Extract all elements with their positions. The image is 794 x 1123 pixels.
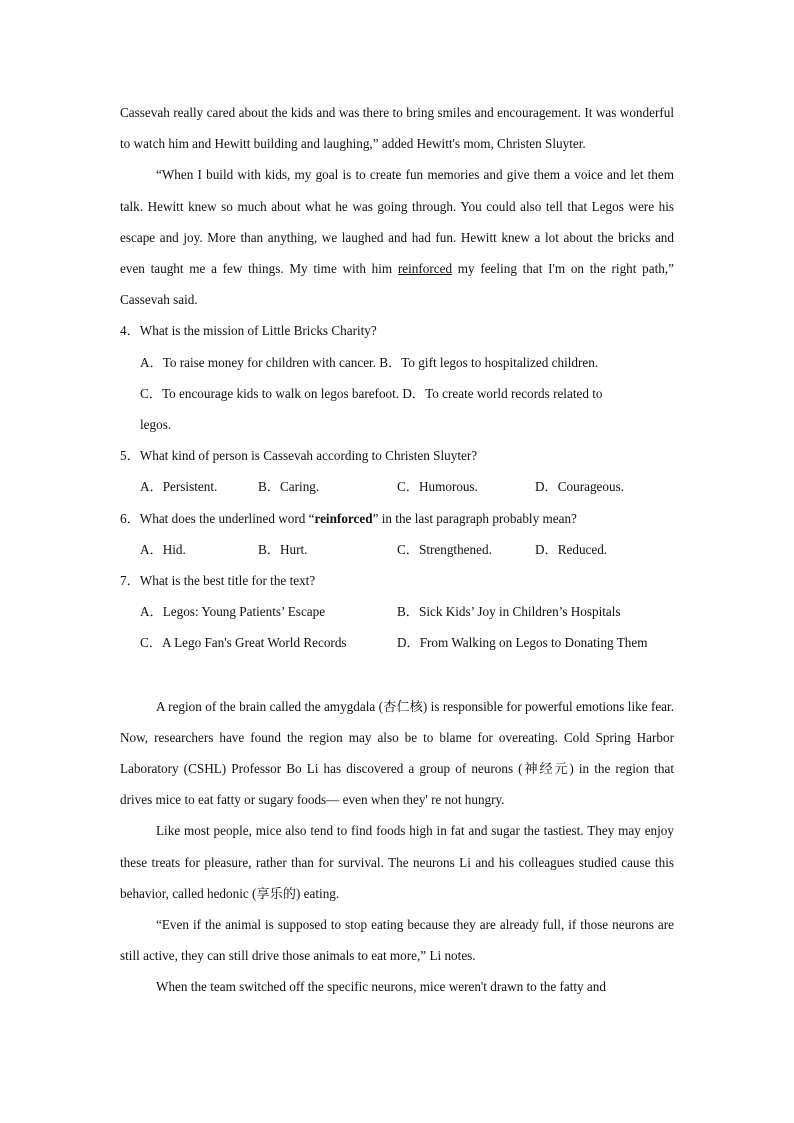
question-5-option-a: A．Persistent. — [140, 479, 218, 495]
question-7-stem: 7．What is the best title for the text? — [120, 573, 316, 589]
underlined-word: reinforced — [397, 261, 453, 277]
passage1-p2-text-b: my feeling that I'm on the right path,” Cassevah said. — [120, 261, 674, 308]
passage2-paragraph-4: When the team switched off the specific neurons, mice weren't drawn to the fatty and — [156, 979, 606, 995]
question-7-option-b: B．Sick Kids’ Joy in Children’s Hospitals — [397, 604, 621, 620]
question-7-option-a: A．Legos: Young Patients’ Escape — [140, 604, 326, 620]
document-page — [120, 97, 674, 1003]
passage2-paragraph-2: Like most people, mice also tend to find foods high in fat and sugar the tastiest. They may enjoy these treats for pleasure, rather than for survival. The neurons Li and his colleagues studied cause this behavior, called hedonic (享乐的) eating. — [120, 823, 674, 901]
question-5-options — [140, 471, 674, 502]
question-5-option-b: B．Caring. — [258, 479, 320, 495]
passage2-paragraph-3: “Even if the animal is supposed to stop eating because they are already full, if those neurons are still active, they can still drive those animals to eat more,” Li notes. — [120, 917, 674, 964]
question-6-option-c: C．Strengthened. — [397, 541, 492, 557]
section-spacer — [120, 659, 674, 691]
question-6-stem-b: ” in the last paragraph probably mean? — [372, 510, 577, 526]
question-4-options-line-2: C．To encourage kids to walk on legos barefoot. D．To create world records related to — [140, 385, 603, 401]
question-7-options-row-1 — [140, 596, 674, 627]
passage1-paragraph-1: Cassevah really cared about the kids and was there to bring smiles and encouragement. It was wonderful to watch him and Hewitt building and laughing,” added Hewitt's mom, Christen Sluyter. — [120, 105, 674, 152]
question-4-options-line-1: A．To raise money for children with cancer. B．To gift legos to hospitalized children. — [140, 354, 599, 370]
question-6-options — [140, 534, 674, 565]
question-6-option-b: B．Hurt. — [258, 541, 308, 557]
question-6-stem-a: 6．What does the underlined word “ — [120, 510, 315, 526]
question-5-option-c: C．Humorous. — [397, 479, 478, 495]
question-7-option-d: D．From Walking on Legos to Donating Them — [397, 635, 648, 651]
question-6-option-a: A．Hid. — [140, 541, 186, 557]
question-7-option-c: C．A Lego Fan's Great World Records — [140, 635, 347, 651]
passage1-p2-text-a: “When I build with kids, my goal is to create fun memories and give them a voice and let them talk. Hewitt knew so much about what he was going through. You could also tell that Legos were his escape and joy. More than anything, we laughed and had fun. Hewitt knew a lot about the bricks and even taught me a few things. My time with him — [120, 167, 674, 277]
passage2-paragraph-1: A region of the brain called the amygdala (杏仁核) is responsible for powerful emotions like fear. Now, researchers have found the region may also be to blame for overeating. Cold Spring Harbor Laboratory (CSHL) Professor Bo Li has discovered a group of neurons (神经元) in the region that drives mice to eat fatty or sugary foods— even when they' re not hungry. — [120, 698, 674, 808]
question-4-options-line-3: legos. — [140, 417, 172, 433]
question-6-keyword: reinforced — [314, 510, 373, 526]
question-5-stem: 5．What kind of person is Cassevah according to Christen Sluyter? — [120, 448, 478, 464]
question-6-option-d: D．Reduced. — [535, 541, 608, 557]
question-5-option-d: D．Courageous. — [535, 479, 625, 495]
question-7-options-row-2 — [140, 627, 674, 658]
passage1-paragraph-2 — [120, 159, 674, 315]
question-6-stem — [120, 503, 674, 534]
question-4-stem: 4．What is the mission of Little Bricks Charity? — [120, 323, 377, 339]
